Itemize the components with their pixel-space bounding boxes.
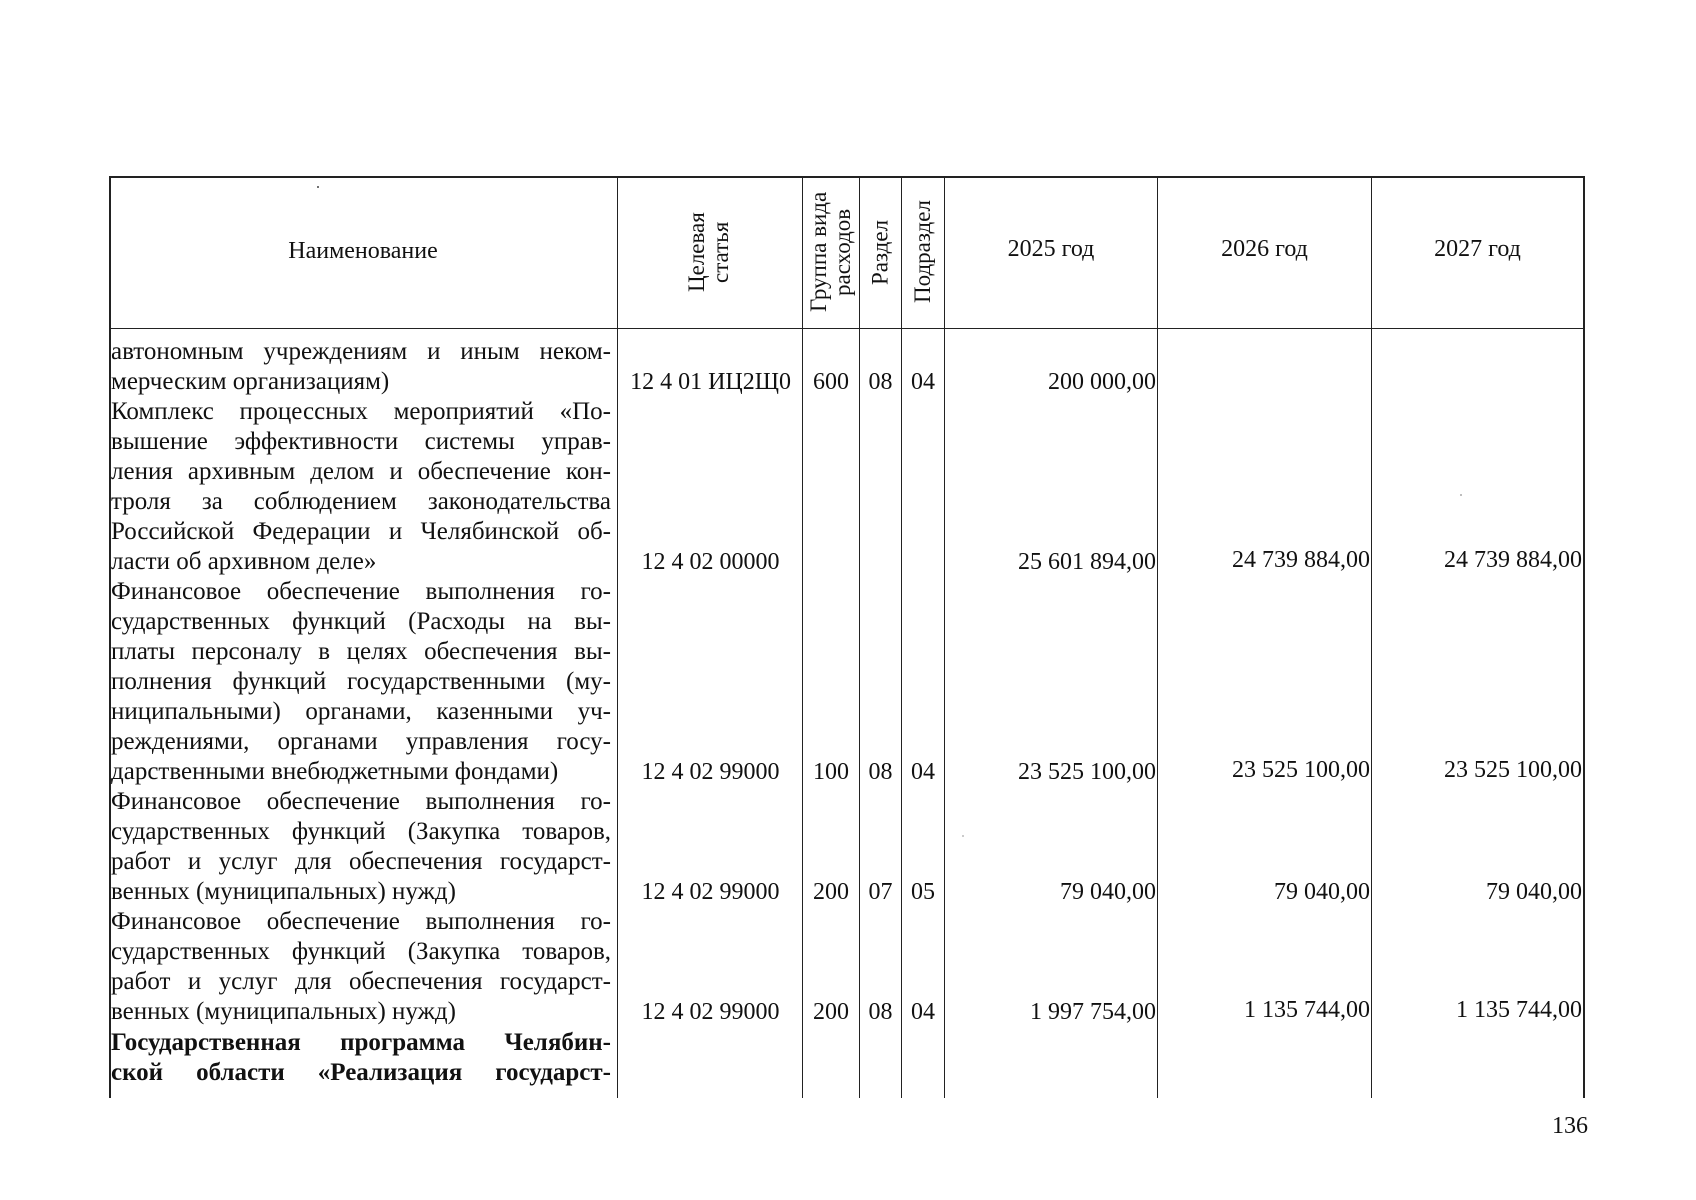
row-name-line: ления архивным делом и обеспечение кон- xyxy=(111,458,611,485)
row-target-code: 12 4 02 99000 xyxy=(641,759,780,785)
header-year-2026: 2026 год xyxy=(1221,236,1308,262)
row-amount-2027: 1 135 744,00 xyxy=(1456,997,1582,1023)
row-name-line: ласти об архивном деле» xyxy=(111,548,377,575)
row-target-code: 12 4 01 ИЦ2Щ0 xyxy=(630,369,791,395)
row-amount-2026: 23 525 100,00 xyxy=(1232,757,1370,783)
row-amount-2026: 1 135 744,00 xyxy=(1244,997,1370,1023)
col-border-2025 xyxy=(1157,176,1158,1098)
page-number: 136 xyxy=(1552,1113,1588,1139)
row-name-line: работ и услуг для обеспечения государст- xyxy=(111,848,611,875)
row-amount-2027: 23 525 100,00 xyxy=(1444,757,1582,783)
header-subsection: Подраздел xyxy=(909,200,935,304)
row-name-line: Финансовое обеспечение выполнения го- xyxy=(111,578,611,605)
row-name-line: венных (муниципальных) нужд) xyxy=(111,878,456,905)
row-amount-2027: 24 739 884,00 xyxy=(1444,547,1582,573)
row-target-code: 12 4 02 99000 xyxy=(641,999,780,1025)
row-name-line: Государственная программа Челябин- xyxy=(111,1029,611,1056)
row-amount-2025: 1 997 754,00 xyxy=(1030,999,1156,1025)
row-name-line: полнения функций государственными (му- xyxy=(111,668,611,695)
col-border-name xyxy=(617,176,618,1098)
row-expense-group: 200 xyxy=(813,879,849,905)
header-name: Наименование xyxy=(288,238,438,264)
col-border-right xyxy=(1583,176,1585,1098)
row-amount-2026: 79 040,00 xyxy=(1274,879,1370,905)
row-name-line: сударственных функций (Закупка товаров, xyxy=(111,938,611,965)
header-bottom-border xyxy=(109,328,1585,329)
row-name-line: вышение эффективности системы управ- xyxy=(111,428,611,455)
row-name-line: венных (муниципальных) нужд) xyxy=(111,998,456,1025)
row-target-code: 12 4 02 99000 xyxy=(641,879,780,905)
budget-table xyxy=(109,176,1585,1098)
col-border-2026 xyxy=(1371,176,1372,1098)
row-name-line: Российской Федерации и Челябинской об- xyxy=(111,518,611,545)
row-name-line: реждениями, органами управления госу- xyxy=(111,728,611,755)
row-name-line: дарственными внебюджетными фондами) xyxy=(111,758,559,785)
row-target-code: 12 4 02 00000 xyxy=(641,549,780,575)
row-amount-2025: 79 040,00 xyxy=(1060,879,1156,905)
row-subsection: 04 xyxy=(911,999,935,1025)
row-section: 08 xyxy=(868,759,893,785)
row-amount-2027: 79 040,00 xyxy=(1486,879,1582,905)
scan-speck xyxy=(317,186,319,188)
row-expense-group: 600 xyxy=(813,369,849,395)
row-amount-2025: 200 000,00 xyxy=(1048,369,1156,395)
row-name-line: сударственных функций (Закупка товаров, xyxy=(111,818,611,845)
row-expense-group: 100 xyxy=(813,759,849,785)
row-amount-2026: 24 739 884,00 xyxy=(1232,547,1370,573)
row-name-line: Финансовое обеспечение выполнения го- xyxy=(111,908,611,935)
header-expense-group: Группа вида расходов xyxy=(805,191,855,313)
row-name-line: мерческим организациям) xyxy=(111,368,390,395)
row-name-line: автономным учреждениям и иным неком- xyxy=(111,338,611,365)
row-section: 08 xyxy=(868,369,893,395)
row-expense-group: 200 xyxy=(813,999,849,1025)
header-year-2027: 2027 год xyxy=(1434,236,1521,262)
row-name-line: троля за соблюдением законодательства xyxy=(111,488,611,515)
row-name-line: ниципальными) органами, казенными уч- xyxy=(111,698,611,725)
col-border-subsection xyxy=(944,176,945,1098)
header-year-2025: 2025 год xyxy=(1007,236,1095,262)
row-name-line: Комплекс процессных мероприятий «По- xyxy=(111,398,611,425)
header-target-article: Целевая статья xyxy=(683,212,733,292)
row-name-line: работ и услуг для обеспечения государст- xyxy=(111,968,611,995)
scan-speck xyxy=(962,835,964,837)
row-section: 08 xyxy=(868,999,893,1025)
row-amount-2025: 23 525 100,00 xyxy=(1018,759,1156,785)
row-name-line: платы персоналу в целях обеспечения вы- xyxy=(111,638,611,665)
row-name-line: ской области «Реализация государст- xyxy=(111,1059,611,1086)
row-name-line: Финансовое обеспечение выполнения го- xyxy=(111,788,611,815)
row-amount-2025: 25 601 894,00 xyxy=(1018,549,1156,575)
header-section: Раздел xyxy=(867,219,893,285)
row-subsection: 04 xyxy=(911,759,935,785)
row-section: 07 xyxy=(868,879,893,905)
scan-speck xyxy=(1460,494,1462,496)
row-subsection: 04 xyxy=(911,369,935,395)
row-subsection: 05 xyxy=(911,879,935,905)
row-name-line: сударственных функций (Расходы на вы- xyxy=(111,608,611,635)
